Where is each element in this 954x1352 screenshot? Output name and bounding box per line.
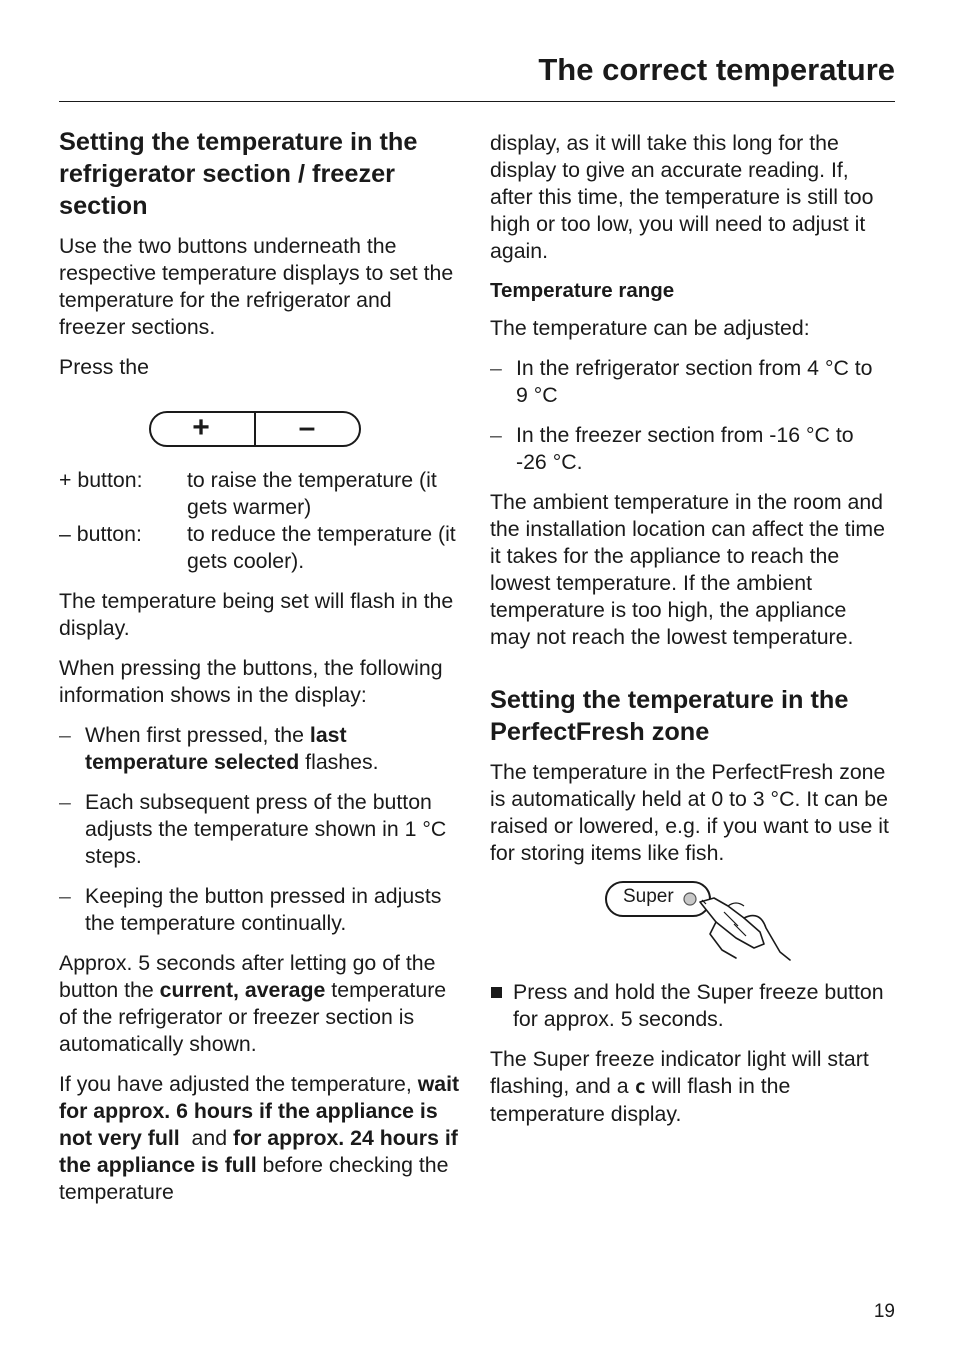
indicator-paragraph: The Super freeze indicator light will start flashing, and a c will flash in the temperature display. xyxy=(490,1047,869,1126)
section-heading-perfectfresh: Setting the temperature in the PerfectFresh zone xyxy=(490,686,849,746)
right-column xyxy=(490,130,890,1141)
section-heading-fridge-freezer: Setting the temperature in the refrigerator section / freezer section xyxy=(59,128,418,220)
display-info-list xyxy=(59,722,461,937)
plus-button-term: + button: xyxy=(59,468,143,492)
minus-button-symbol: – xyxy=(298,411,316,444)
list-item: – In the freezer section from -16 °C to -26 °C. xyxy=(490,422,890,476)
approx-paragraph: Approx. 5 seconds after letting go of the button the current, average temperature of the refrigerator or freezer section is automatically shown. xyxy=(59,951,447,1056)
press-hold-instruction: Press and hold the Super freeze button for approx. 5 seconds. xyxy=(490,979,890,1033)
continued-paragraph: display, as it will take this long for the display to give an accurate reading. If, after this time, the temperature is still too high or too low, you will need to adjust it again. xyxy=(490,131,874,263)
left-column xyxy=(59,126,461,1219)
plus-minus-button-diagram xyxy=(149,411,361,447)
page-number: 19 xyxy=(873,1301,895,1322)
press-the-text: Press the xyxy=(59,355,149,379)
list-item: – Keeping the button pressed in adjusts the temperature continually. xyxy=(59,883,461,937)
super-button-illustration xyxy=(604,880,794,965)
button-definitions xyxy=(59,467,461,575)
range-intro: The temperature can be adjusted: xyxy=(490,316,810,340)
intro-paragraph: Use the two buttons underneath the respective temperature displays to set the temperature for the refrigerator and freezer sections. xyxy=(59,234,454,339)
flash-note: The temperature being set will flash in the display. xyxy=(59,589,454,640)
list-item: – In the refrigerator section from 4 °C to 9 °C xyxy=(490,355,890,409)
perfectfresh-paragraph: The temperature in the PerfectFresh zone is automatically held at 0 to 3 °C. It can be raised or lowered, e.g. if you want to use it for storing items like fish. xyxy=(490,760,889,865)
page-title: The correct temperature xyxy=(538,52,895,87)
plus-button-description: to raise the temperature (it gets warmer) xyxy=(187,468,437,519)
temperature-range-list xyxy=(490,355,890,476)
list-item: – When first pressed, the last temperature selected flashes. xyxy=(59,722,461,776)
ambient-paragraph: The ambient temperature in the room and the installation location can affect the time it takes for the appliance to reach the lowest temperature. If the ambient temperature is too high, the appliance may not reach the lowest temperature. xyxy=(490,490,886,649)
plus-button-symbol: + xyxy=(192,411,210,444)
header-rule xyxy=(59,101,895,102)
minus-button-description: to reduce the temperature (it gets cooler). xyxy=(187,522,456,573)
square-bullet-icon xyxy=(491,987,502,998)
adjusted-paragraph: If you have adjusted the temperature, wait for approx. 6 hours if the appliance is not very full and for approx. 24 hours if the appliance is full before checking the temperature xyxy=(59,1072,460,1204)
super-button-label: Super xyxy=(623,886,674,907)
minus-button-term: – button: xyxy=(59,522,142,546)
temperature-range-heading: Temperature range xyxy=(490,279,675,302)
when-pressing-text: When pressing the buttons, the following information shows in the display: xyxy=(59,656,443,707)
super-freeze-symbol-icon: c xyxy=(634,1076,646,1098)
list-item: – Each subsequent press of the button adjusts the temperature shown in 1 °C steps. xyxy=(59,789,461,870)
